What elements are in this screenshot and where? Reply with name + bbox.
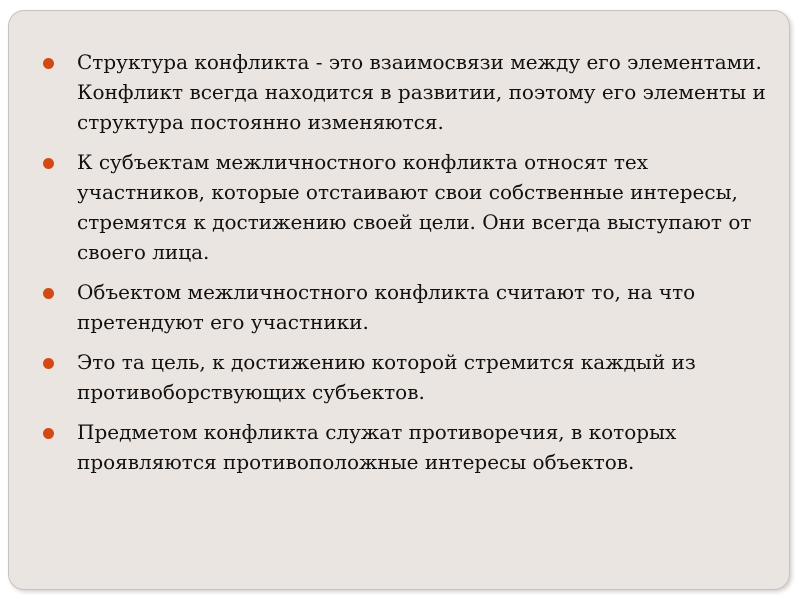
bullet-text: Объектом межличностного конфликта считают то, на что претендуют его участники. xyxy=(77,280,696,334)
bullet-dot-icon xyxy=(43,158,54,169)
bullet-text: К субъектам межличностного конфликта относят тех участников, которые отстаивают свои собственные интересы, стремятся к достижению своей цели. Они всегда выступают от своего лица. xyxy=(77,150,752,264)
bullet-item xyxy=(43,347,773,407)
bullet-text: Структура конфликта - это взаимосвязи между его элементами. Конфликт всегда находится в развитии, поэтому его элементы и структура постоянно изменяются. xyxy=(77,50,766,134)
slide-panel xyxy=(8,10,790,590)
bullet-dot-icon xyxy=(43,58,54,69)
bullet-list xyxy=(43,47,773,487)
bullet-item xyxy=(43,147,773,267)
bullet-item xyxy=(43,417,773,477)
bullet-item xyxy=(43,277,773,337)
bullet-dot-icon xyxy=(43,288,54,299)
bullet-dot-icon xyxy=(43,428,54,439)
bullet-text: Это та цель, к достижению которой стремится каждый из противоборствующих субъектов. xyxy=(77,350,696,404)
bullet-text: Предметом конфликта служат противоречия, в которых проявляются противоположные интересы объектов. xyxy=(77,420,677,474)
bullet-dot-icon xyxy=(43,358,54,369)
bullet-item xyxy=(43,47,773,137)
